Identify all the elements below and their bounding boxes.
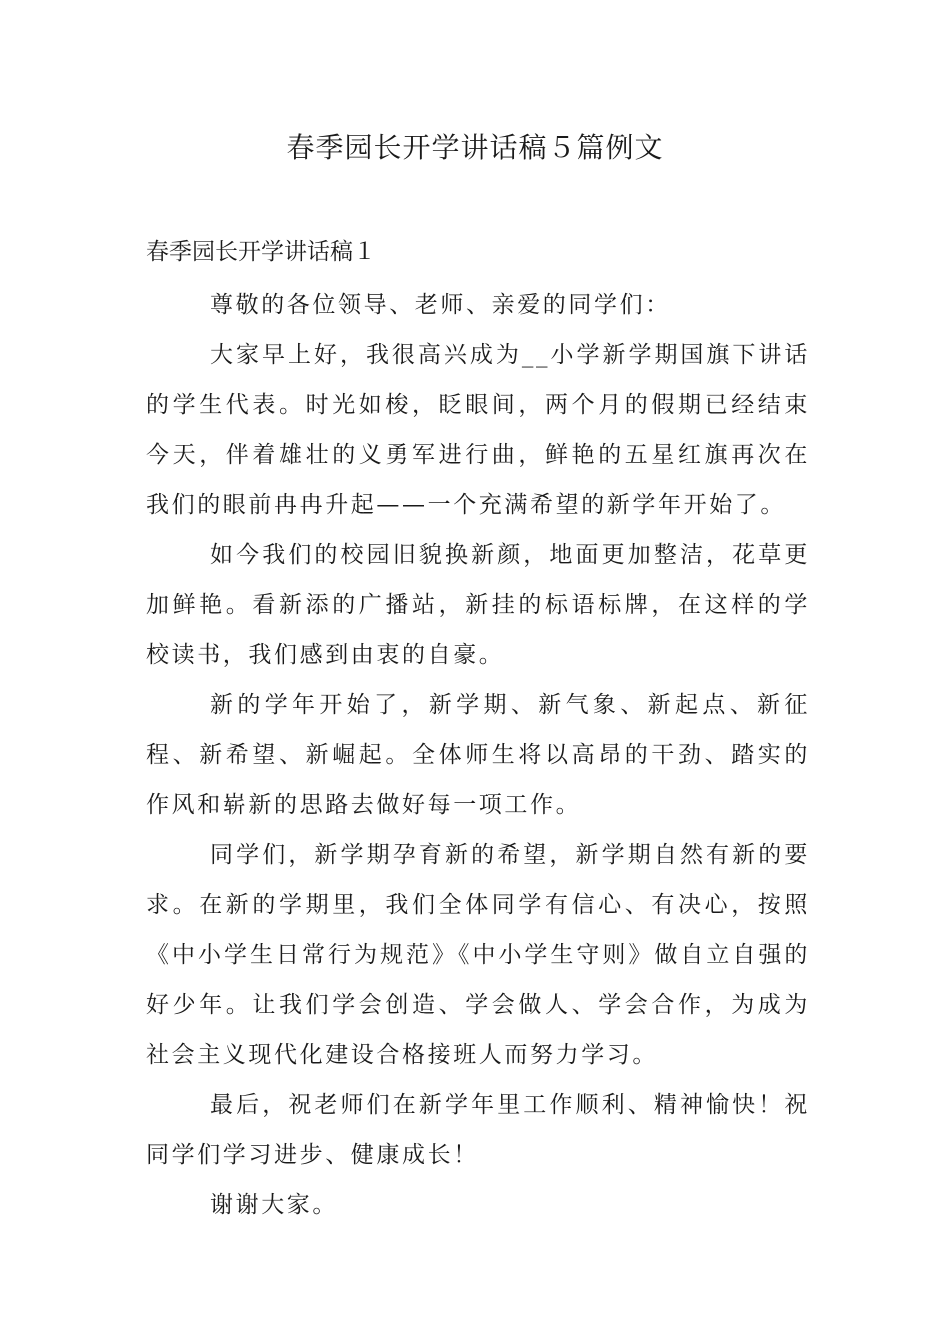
paragraph-campus: 如今我们的校园旧貌换新颜，地面更加整洁，花草更加鲜艳。看新添的广播站，新挂的标语标牌，在这样的学校读书，我们感到由衷的自豪。 <box>146 542 810 668</box>
paragraph-requirements: 同学们，新学期孕育新的希望，新学期自然有新的要求。在新的学期里，我们全体同学有信心、有决心，按照《中小学生日常行为规范》《中小学生守则》做自立自强的好少年。让我们学会创造、学会做人、学会合作，为成为社会主义现代化建设合格接班人而努力学习。 <box>146 842 810 1068</box>
paragraph-greeting: 尊敬的各位领导、老师、亲爱的同学们： <box>210 292 671 318</box>
paragraph-new-year: 新的学年开始了，新学期、新气象、新起点、新征程、新希望、新崛起。全体师生将以高昂的干劲、踏实的作风和崭新的思路去做好每一项工作。 <box>146 692 810 818</box>
paragraph-thanks: 谢谢大家。 <box>210 1192 338 1218</box>
document-title: 春季园长开学讲话稿５篇例文 <box>286 131 664 164</box>
document-body <box>146 280 810 1230</box>
paragraph-opening: 大家早上好，我很高兴成为__小学新学期国旗下讲话的学生代表。时光如梭，眨眼间，两个月的假期已经结束今天，伴着雄壮的义勇军进行曲，鲜艳的五星红旗再次在我们的眼前冉冉升起——一个充满希望的新学年开始了。 <box>146 342 810 518</box>
section-heading: 春季园长开学讲话稿１ <box>146 239 376 265</box>
paragraph-wishes: 最后，祝老师们在新学年里工作顺利、精神愉快！祝同学们学习进步、健康成长！ <box>146 1092 810 1168</box>
